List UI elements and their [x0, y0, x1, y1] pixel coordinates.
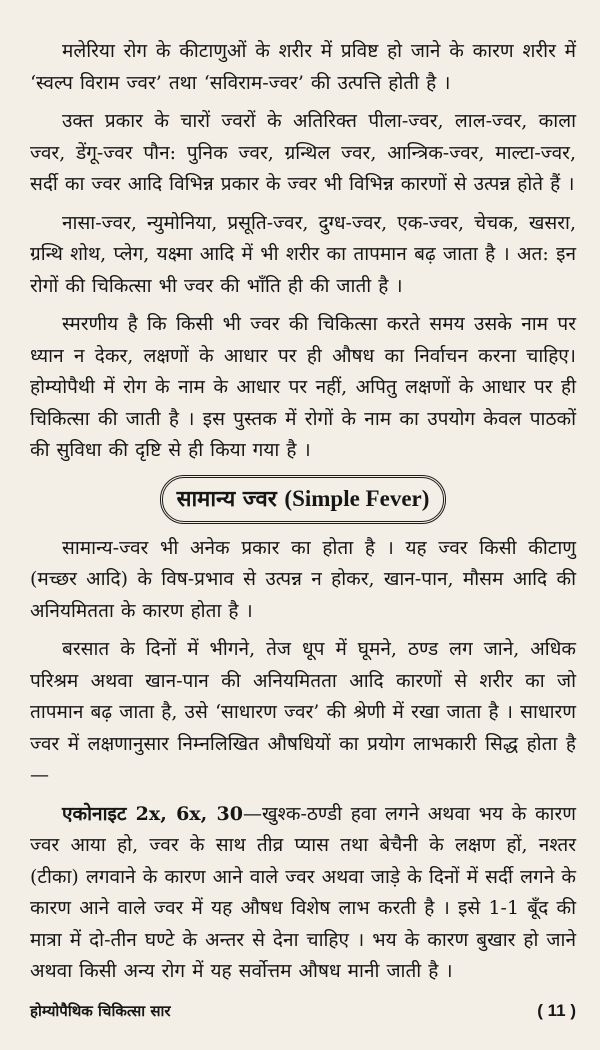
paragraph-simple-fever-intro: सामान्य-ज्वर भी अनेक प्रकार का होता है । यह ज्वर किसी कीटाणु (मच्छर आदि) के विष-प्रभाव से उत्पन्न न होकर, खान-पान, मौसम आदि की अनियमितता के कारण होता है । [30, 536, 576, 622]
page-footer [30, 996, 576, 1026]
remedy-description: —खुश्क-ठण्डी हवा लगने अथवा भय के कारण ज्वर आया हो, ज्वर के साथ तीव्र प्यास तथा बेचैनी के लक्षण हों, नश्तर (टीका) लगवाने के कारण आने वाले ज्वर अथवा जाड़े के दिनों में सर्दी लगने के कारण आने वाले ज्वर में यह औषध विशेष लाभ करती है । इसे 1-1 बूँद की मात्रा में दो-तीन घण्टे के अन्तर से देना चाहिए । भय के कारण बुखार हो जाने अथवा किसी अन्य रोग में यह सर्वोत्तम औषध मानी जाती है । [30, 802, 576, 982]
paragraph-fever-types: उक्त प्रकार के चारों ज्वरों के अतिरिक्त पीला-ज्वर, लाल-ज्वर, काला ज्वर, डेंगू-ज्वर पौन: पुनिक ज्वर, ग्रन्थिल ज्वर, आन्त्रिक-ज्वर, माल्टा-ज्वर, सर्दी का ज्वर आदि विभिन्न प्रकार के ज्वर भी विभिन्न कारणों से उत्पन्न होते हैं । [30, 110, 576, 195]
section-heading-wrapper [30, 475, 576, 524]
footer-book-title: होम्योपैथिक चिकित्सा सार [30, 1002, 171, 1020]
section-heading-hindi: सामान्य ज्वर [176, 485, 277, 512]
footer-page-number: ( 11 ) [537, 1001, 576, 1020]
paragraph-malaria: मलेरिया रोग के कीटाणुओं के शरीर में प्रविष्ट हो जाने के कारण शरीर में ‘स्वल्प विराम ज्वर’ तथा ‘सविराम-ज्वर’ की उत्पत्ति होती है । [30, 40, 576, 94]
paragraph-related-diseases: नासा-ज्वर, न्युमोनिया, प्रसूति-ज्वर, दुग्ध-ज्वर, एक-ज्वर, चेचक, खसरा, ग्रन्थि शोथ, प्लेग, यक्ष्मा आदि में भी शरीर का तापमान बढ़ जाता है । अत: इन रोगों की चिकित्सा भी ज्वर की भाँति ही की जाती है । [30, 211, 576, 297]
remedy-name: एकोनाइट 2x, 6x, 30 [62, 802, 243, 825]
paragraph-remedy-aconite [30, 799, 576, 988]
section-heading-english: (Simple Fever) [284, 485, 430, 511]
paragraph-symptom-based-treatment: स्मरणीय है कि किसी भी ज्वर की चिकित्सा करते समय उसके नाम पर ध्यान न देकर, लक्षणों के आधार पर ही औषध का निर्वाचन करना चाहिए। होम्योपैथी में रोग के नाम के आधार पर नहीं, अपितु लक्षणों के आधार पर ही चिकित्सा की जाती है । इस पुस्तक में रोगों के नाम का उपयोग केवल पाठकों की सुविधा की दृष्टि से ही किया गया है । [30, 313, 576, 461]
paragraph-simple-fever-causes: बरसात के दिनों में भीगने, तेज धूप में घूमने, ठण्ड लग जाने, अधिक परिश्रम अथवा खान-पान की अनियमितता आदि कारणों से शरीर का जो तापमान बढ़ जाता है, उसे ‘साधारण ज्वर’ की श्रेणी में रखा जाता है । साधारण ज्वर में लक्षणानुसार निम्नलिखित औषधियों का प्रयोग लाभकारी सिद्ध होता है— [30, 638, 576, 786]
section-heading [160, 475, 447, 524]
